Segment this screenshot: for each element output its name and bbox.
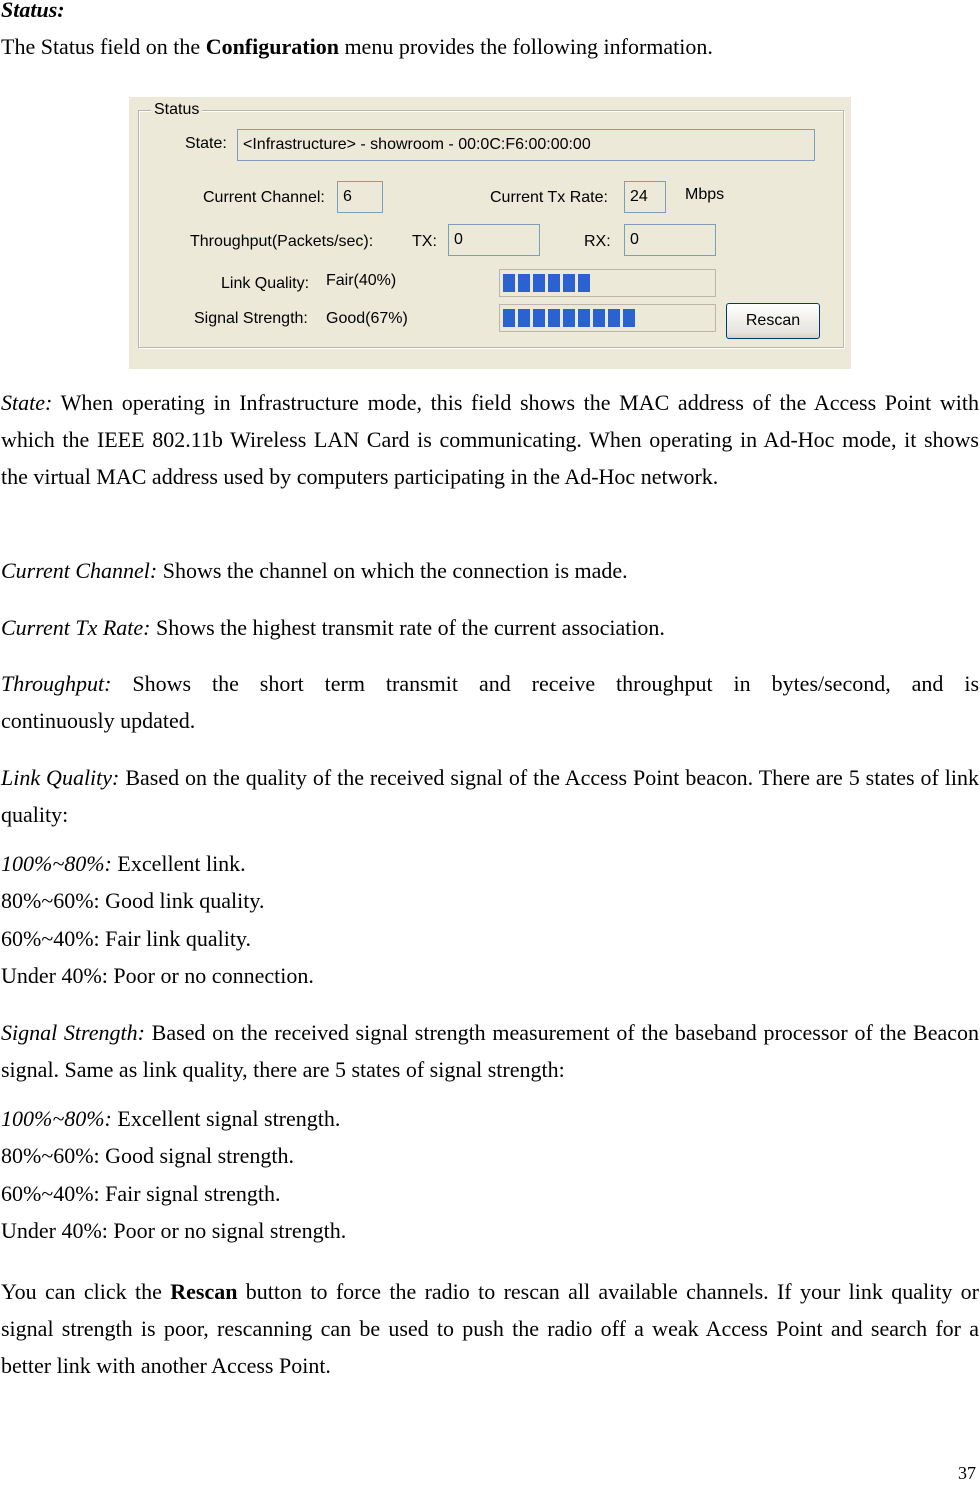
intro-bold: Configuration — [205, 34, 339, 59]
link-state-item — [1, 957, 314, 994]
current-tx-rate-field: 24 — [624, 181, 666, 213]
signal-strength-bar-segment — [623, 309, 635, 327]
tx-rate-unit: Mbps — [685, 186, 725, 203]
state-field: <Infrastructure> - showroom - 00:0C:F6:00:00:00 — [237, 129, 815, 161]
signal-strength-text: Based on the received signal strength measurement of the baseband processor of the Beacon signal. Same as link quality, there are 5 states of signal strength: — [1, 1020, 979, 1082]
link-state-item — [1, 920, 251, 957]
signal-state-desc: Good signal strength. — [99, 1143, 294, 1168]
status-group-title: Status — [151, 100, 202, 120]
signal-strength-bar-segment — [503, 309, 515, 327]
throughput-term: Throughput: — [1, 671, 112, 696]
signal-state-item — [1, 1212, 346, 1249]
link-state-desc: Poor or no connection. — [107, 963, 314, 988]
intro-post: menu provides the following information. — [338, 34, 713, 59]
current-channel-paragraph — [1, 552, 628, 589]
signal-state-desc: Fair signal strength. — [99, 1181, 281, 1206]
link-quality-bar — [499, 269, 716, 297]
signal-state-item — [1, 1175, 281, 1212]
link-state-item — [1, 882, 264, 919]
tx-field: 0 — [448, 224, 540, 256]
throughput-paragraph — [1, 665, 979, 702]
current-tx-rate-label: Current Tx Rate: — [490, 189, 608, 206]
current-channel-label: Current Channel: — [203, 189, 325, 206]
link-quality-term: Link Quality: — [1, 765, 120, 790]
signal-strength-bar-segment — [518, 309, 530, 327]
status-panel-screenshot — [129, 97, 851, 369]
rx-label: RX: — [584, 233, 611, 250]
current-channel-term: Current Channel: — [1, 558, 158, 583]
signal-state-range: Under 40%: — [1, 1218, 108, 1243]
signal-strength-bar-segment — [593, 309, 605, 327]
intro-pre: The Status field on the — [1, 34, 206, 59]
link-quality-bar-segment — [533, 274, 545, 292]
signal-strength-paragraph — [1, 1014, 979, 1088]
rescan-paragraph — [1, 1273, 979, 1384]
link-quality-bar-segment — [563, 274, 575, 292]
link-quality-text: Based on the quality of the received signal of the Access Point beacon. There are 5 states of link quality: — [1, 765, 979, 827]
link-state-item — [1, 845, 246, 882]
throughput-label: Throughput(Packets/sec): — [190, 233, 374, 250]
link-quality-paragraph — [1, 759, 979, 833]
throughput-text: Shows the short term transmit and receive throughput in bytes/second, and is — [111, 671, 979, 696]
signal-strength-bar — [499, 304, 716, 332]
current-tx-rate-paragraph — [1, 609, 665, 646]
signal-state-range: 100%~80%: — [1, 1106, 112, 1131]
signal-strength-bar-segment — [548, 309, 560, 327]
signal-strength-bar-segment — [578, 309, 590, 327]
link-state-desc: Fair link quality. — [99, 926, 252, 951]
tx-label: TX: — [412, 233, 437, 250]
signal-strength-bar-segment — [563, 309, 575, 327]
link-quality-bar-segment — [578, 274, 590, 292]
link-state-range: 80%~60%: — [1, 888, 100, 913]
throughput-paragraph-line2: continuously updated. — [1, 708, 196, 733]
signal-state-range: 60%~40%: — [1, 1181, 100, 1206]
state-term: State: — [1, 390, 53, 415]
link-quality-bar-segment — [503, 274, 515, 292]
link-quality-value: Fair(40%) — [326, 272, 397, 289]
signal-strength-value: Good(67%) — [326, 310, 408, 327]
link-state-range: 100%~80%: — [1, 851, 112, 876]
link-state-range: 60%~40%: — [1, 926, 100, 951]
rescan-pre: You can click the — [1, 1279, 171, 1304]
link-quality-label: Link Quality: — [221, 275, 310, 292]
rx-field: 0 — [624, 224, 716, 256]
state-paragraph — [1, 384, 979, 495]
signal-state-desc: Poor or no signal strength. — [107, 1218, 347, 1243]
signal-state-desc: Excellent signal strength. — [111, 1106, 341, 1131]
intro-paragraph — [1, 28, 713, 65]
signal-strength-bar-segment — [533, 309, 545, 327]
signal-state-range: 80%~60%: — [1, 1143, 100, 1168]
current-channel-field: 6 — [337, 181, 383, 213]
rescan-bold: Rescan — [170, 1279, 238, 1304]
link-quality-bar-segment — [518, 274, 530, 292]
section-heading: Status: — [1, 0, 65, 22]
current-tx-rate-term: Current Tx Rate: — [1, 615, 151, 640]
rescan-post: button to force the radio to rescan all available channels. If your link quality or signal strength is poor, rescanning can be used to push the radio off a weak Access Point and search for a better link with another Access Point. — [1, 1279, 979, 1378]
current-channel-text: Shows the channel on which the connection is made. — [157, 558, 628, 583]
state-text: When operating in Infrastructure mode, this field shows the MAC address of the Access Point with which the IEEE 802.11b Wireless LAN Card is communicating. When operating in Ad-Hoc mode, it shows the virtual MAC address used by computers participating in the Ad-Hoc network. — [1, 390, 979, 489]
signal-state-item — [1, 1100, 340, 1137]
link-state-desc: Excellent link. — [111, 851, 246, 876]
link-state-range: Under 40%: — [1, 963, 108, 988]
signal-state-item — [1, 1137, 294, 1174]
link-state-desc: Good link quality. — [99, 888, 265, 913]
signal-strength-bar-segment — [608, 309, 620, 327]
page-number: 37 — [958, 1463, 976, 1483]
rescan-button[interactable]: Rescan — [726, 303, 820, 339]
signal-strength-term: Signal Strength: — [1, 1020, 145, 1045]
link-quality-bar-segment — [548, 274, 560, 292]
signal-strength-label: Signal Strength: — [194, 310, 308, 327]
current-tx-rate-text: Shows the highest transmit rate of the current association. — [150, 615, 665, 640]
state-label: State: — [185, 135, 227, 152]
